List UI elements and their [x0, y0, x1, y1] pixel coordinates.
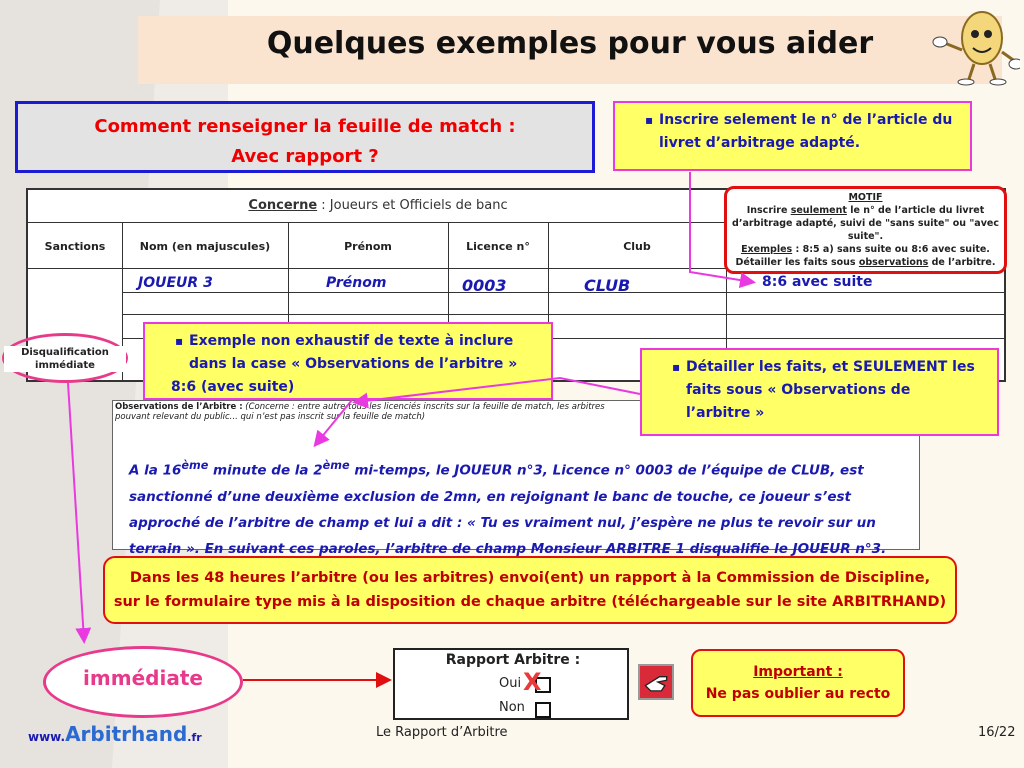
sanction-label-2: immédiate — [35, 360, 95, 371]
note-details-line-1: Détailler les faits, et SEULEMENT les — [686, 359, 975, 375]
note-example-line-2: dans la case « Observations de l’arbitre » — [189, 356, 518, 372]
sheet-line — [122, 314, 1006, 315]
logo-tld: .fr — [187, 731, 202, 744]
rapport-form — [393, 648, 629, 720]
note-details-line-2: faits sous « Observations de — [686, 382, 911, 398]
note-example — [143, 322, 553, 400]
important-box — [691, 649, 905, 717]
obs-text-2: minute de la 2 — [208, 462, 323, 479]
sheet-concerne — [28, 198, 728, 213]
footer-title: Le Rapport d’Arbitre — [376, 725, 508, 740]
motif-line-4a: Détailler les faits sous — [735, 257, 859, 268]
entry-nom: JOUEUR 3 — [138, 275, 213, 291]
page-number: 16/22 — [978, 725, 1016, 740]
rapport-oui-mark: X — [523, 668, 542, 696]
entry-prenom: Prénom — [326, 275, 387, 291]
rapport-non-label: Non — [499, 700, 525, 715]
sanction-label — [4, 346, 126, 372]
motif-line-1c: le n° de l’article du livret — [846, 205, 985, 216]
note-example-line-3: 8:6 (avec suite) — [171, 379, 295, 395]
rapport-oui-label: Oui — [499, 676, 522, 691]
header-nom: Nom (en majuscules) — [139, 240, 271, 253]
entry-licence: 0003 — [462, 276, 507, 295]
header-sanctions: Sanctions — [44, 240, 106, 253]
note-article-line-2: livret d’arbitrage adapté. — [659, 135, 861, 151]
motif-line-2: d’arbitrage adapté, suivi de "sans suite" ou "avec suite". — [732, 218, 999, 242]
discipline-note-line-2: sur le formulaire type mis à la disposition de chaque arbitre (téléchargeable sur le site ARBITRHAND) — [113, 594, 947, 610]
immediate-label: immédiate — [83, 666, 203, 690]
obs-sup-2: ème — [322, 459, 350, 472]
important-text: Ne pas oublier au recto — [705, 686, 891, 702]
mascot-icon — [930, 2, 1020, 86]
concerne-value: : Joueurs et Officiels de banc — [317, 198, 508, 213]
discipline-note-line-1: Dans les 48 heures l’arbitre (ou les arbitres) envoi(ent) un rapport à la Commission de Discipline, — [129, 570, 931, 586]
motif-title: MOTIF — [848, 192, 883, 203]
observations-label — [115, 402, 635, 422]
observations-label-detail: (Concerne : entre autre tous les licenciés inscrits sur la feuille de match, les arbitres pouvant relevant du public... qui n’est pas inscrit sur la feuille de match) — [115, 402, 605, 422]
logo-www: www. — [28, 730, 66, 744]
pointing-hand-icon — [638, 664, 674, 700]
header-club: Club — [623, 240, 651, 253]
header-licence: Licence n° — [466, 240, 530, 253]
note-details-line-3: l’arbitre » — [686, 405, 765, 421]
motif-line-3a: Exemples — [741, 244, 793, 255]
entry-club: CLUB — [584, 276, 631, 295]
slide-title: Quelques exemples pour vous aider — [266, 26, 874, 61]
note-example-line-1: Exemple non exhaustif de texte à inclure — [189, 333, 514, 349]
logo-brand: Arbitrhand — [65, 722, 188, 746]
motif-box — [724, 186, 1007, 274]
entry-motif: 8:6 avec suite — [762, 274, 873, 290]
obs-text-3: mi-temps, le JOUEUR n°3, Licence n° 0003 de l’équipe de CLUB, est sanctionné d’une deuxième exclusion de 2mn, en rejoignant le banc de touche, ce joueur s’est approché de l’arbitre de champ et lui a dit : « Tu es vraiment nul, j’espère ne plus te revoir sur un terrain ». En suivant ces paroles, l’arbitre de champ Monsieur ARBITRE 1 disqualifie le JOUEUR n°3. — [129, 462, 887, 557]
rapport-title: Rapport Arbitre : — [445, 652, 581, 668]
discipline-note — [103, 556, 957, 624]
header-prenom: Prénom — [344, 240, 392, 253]
concerne-label: Concerne — [248, 198, 318, 213]
motif-line-1a: Inscrire — [746, 205, 791, 216]
rapport-non-checkbox[interactable] — [535, 702, 551, 718]
observations-label-title: Observations de l’Arbitre : — [115, 402, 243, 412]
observations-text — [129, 453, 899, 562]
obs-text-1: A la 16 — [129, 462, 182, 479]
motif-line-4c: de l’arbitre. — [928, 257, 996, 268]
motif-line-4b: observations — [858, 257, 929, 268]
sanction-label-1: Disqualification — [21, 347, 109, 358]
note-details — [640, 348, 999, 436]
motif-line-1b: seulement — [790, 205, 847, 216]
note-article-line-1: Inscrire selement le n° de l’article du — [659, 112, 953, 128]
obs-sup-1: ème — [181, 459, 209, 472]
question-line-2: Avec rapport ? — [231, 146, 379, 167]
arbitrhand-logo[interactable] — [28, 722, 202, 746]
important-title: Important : — [753, 664, 843, 680]
question-line-1: Comment renseigner la feuille de match : — [94, 116, 516, 137]
motif-line-3b: : 8:5 a) sans suite ou 8:6 avec suite. — [792, 244, 990, 255]
sheet-line — [122, 292, 1006, 293]
question-box — [15, 101, 595, 173]
note-article — [613, 101, 972, 171]
